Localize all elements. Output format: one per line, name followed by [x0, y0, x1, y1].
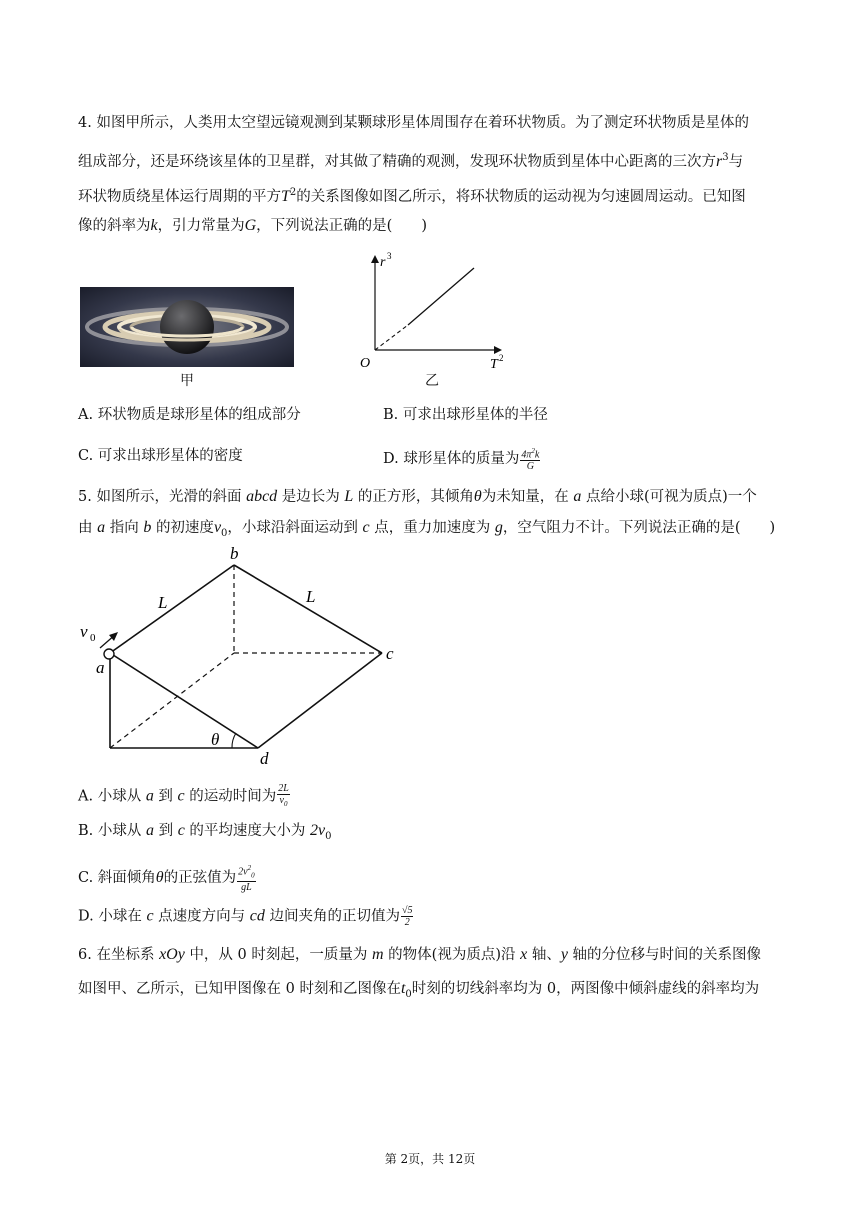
label-v0: v: [80, 622, 88, 641]
label-d: d: [260, 749, 269, 768]
q4-option-c[interactable]: C. 可求出球形星体的密度: [78, 448, 243, 464]
incline-diagram: [70, 540, 410, 770]
q4-option-a[interactable]: A. 环状物质是球形星体的组成部分: [78, 407, 301, 423]
q4-line-3: 环状物质绕星体运行周期的平方$T^2$的关系图像如图乙所示，将环状物质的运动视为匀速圆周运动。已知图: [78, 187, 746, 205]
label-c: c: [386, 644, 394, 663]
graph-y-label: r: [380, 255, 386, 270]
label-b: b: [230, 544, 239, 563]
q5-option-b[interactable]: B. 小球从 a 到 c 的平均速度大小为 $2v_0$: [78, 822, 332, 842]
q4-line-4: 像的斜率为k，引力常量为G，下列说法正确的是( ): [78, 217, 427, 234]
q5-option-d[interactable]: D. 小球在 c 点速度方向与 cd 边间夹角的正切值为 $\frac{√5}{2}$: [78, 905, 413, 928]
q5-line-2: 由 a 指向 b 的初速度$v_0$，小球沿斜面运动到 c 点，重力加速度为 g，空气阻力不计。下列说法正确的是( ): [78, 519, 776, 539]
fig-a-caption: 甲: [180, 373, 194, 389]
q5-option-a[interactable]: A. 小球从 a 到 c 的运动时间为 $\frac{2L}{v_0}$: [78, 783, 289, 808]
saturn-photo: [80, 287, 294, 367]
q4-line-2: 组成部分，还是环绕该星体的卫星群，对其做了精确的观测，发现环状物质到星体中心距离的三次方$r^3$与: [78, 152, 744, 170]
page-footer: 第 2页，共 12页: [384, 1152, 476, 1166]
q4-option-b[interactable]: B. 可求出球形星体的半径: [383, 407, 548, 423]
label-a: a: [96, 658, 105, 677]
graph-origin: O: [360, 356, 371, 371]
label-theta: θ: [211, 730, 220, 749]
graph-x-label: T: [490, 357, 498, 372]
q6-line-2: 如图甲、乙所示，已知甲图像在 0 时刻和乙图像在$t_0$时刻的切线斜率均为 0，两图像中倾斜虚线的斜率均为: [78, 980, 760, 1000]
q4-option-d[interactable]: D. 球形星体的质量为 $\frac{4\pi^2k}{G}$: [383, 447, 540, 473]
q5-line-1: 5. 如图所示，光滑的斜面 abcd 是边长为 L 的正方形，其倾角θ为未知量，在 a 点给小球(可视为质点)一个: [78, 488, 757, 505]
fig-b-caption: 乙: [425, 373, 439, 389]
label-l-left: L: [158, 593, 168, 612]
label-v0-sub: 0: [90, 632, 96, 644]
q5-option-c[interactable]: C. 斜面倾角θ的正弦值为 $\frac{2v^2_0}{gL}$: [78, 864, 255, 894]
label-l-right: L: [306, 587, 316, 606]
mass-formula: $\frac{4\pi^2k}{G}$: [521, 447, 540, 473]
graph-x-exp: 2: [499, 353, 504, 363]
q6-line-1: 6. 在坐标系 xOy 中，从 0 时刻起，一质量为 m 的物体(视为质点)沿 x 轴、y 轴的分位移与时间的关系图像: [78, 946, 762, 963]
r3-t2-graph: [350, 250, 520, 375]
q4-line-1: 4. 如图甲所示，人类用太空望远镜观测到某颗球形星体周围存在着环状物质。为了测定环状物质是星体的: [78, 115, 749, 131]
graph-y-exp: 3: [387, 251, 392, 261]
